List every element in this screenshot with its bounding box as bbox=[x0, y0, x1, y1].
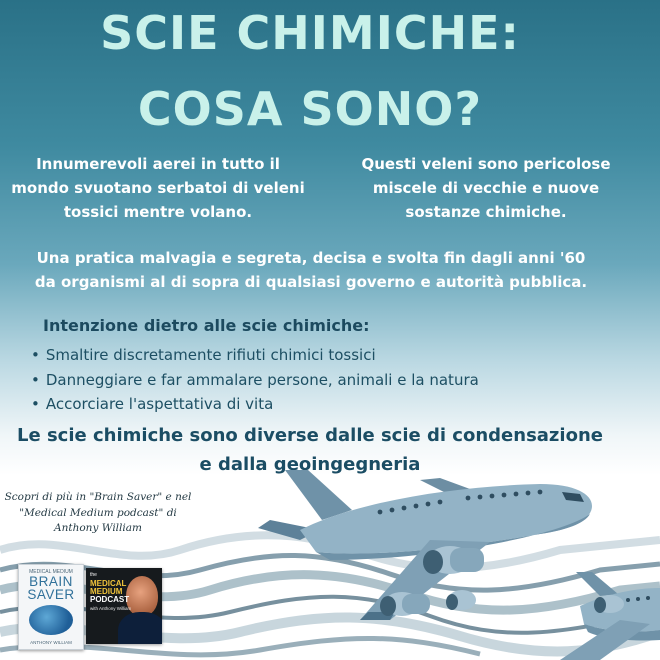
podcast-title-line-1: MEDICAL bbox=[90, 579, 127, 588]
practice-line-2: da organismi al di sopra di qualsiasi governo e autorità pubblica. bbox=[34, 273, 588, 291]
source-line-3: Anthony William bbox=[54, 522, 142, 534]
title-line-1: SCIE CHIMICHE: bbox=[100, 6, 520, 60]
podcast-title bbox=[90, 580, 129, 604]
intention-item-3: • Accorciare l'aspettativa di vita bbox=[31, 392, 479, 417]
brain-saver-book-cover bbox=[18, 564, 84, 650]
intention-item-2: • Danneggiare e far ammalare persone, animali e la natura bbox=[31, 368, 479, 393]
podcast-subtitle: with Anthony William bbox=[90, 606, 132, 611]
host-shirt bbox=[118, 612, 162, 644]
title-line-2: COSA SONO? bbox=[137, 82, 483, 136]
intro-right-text: Questi veleni sono pericolose miscele di vecchie e nuove sostanze chimiche. bbox=[361, 155, 611, 221]
podcast-the: the bbox=[90, 572, 97, 578]
book-series-label: MEDICAL MEDIUM bbox=[29, 569, 73, 575]
difference-line-1: Le scie chimiche sono diverse dalle scie di condensazione bbox=[17, 425, 603, 446]
book-title-line-1: BRAIN bbox=[29, 574, 73, 589]
intention-heading: Intenzione dietro alle scie chimiche: bbox=[43, 316, 370, 335]
podcast-title-line-3: PODCAST bbox=[90, 595, 130, 604]
source-line-2: "Medical Medium podcast" di bbox=[19, 506, 177, 519]
podcast-cover bbox=[86, 568, 162, 644]
intro-left-text: Innumerevoli aerei in tutto il mondo svuotano serbatoi di veleni tossici mentre volano. bbox=[11, 155, 305, 221]
brain-icon bbox=[29, 605, 73, 635]
intention-item-1: • Smaltire discretamente rifiuti chimici tossici bbox=[31, 343, 479, 368]
source-note bbox=[2, 490, 194, 537]
difference-line-2: e dalla geoingegneria bbox=[199, 454, 421, 475]
book-title bbox=[19, 575, 83, 601]
book-author: ANTHONY WILLIAM bbox=[30, 640, 72, 645]
book-title-line-2: SAVER bbox=[27, 587, 75, 602]
source-line-1: Scopri di più in "Brain Saver" e nel bbox=[4, 491, 192, 503]
podcast-title-line-2: MEDIUM bbox=[90, 587, 123, 596]
practice-line-1: Una pratica malvagia e segreta, decisa e svolta fin dagli anni '60 bbox=[36, 249, 586, 267]
